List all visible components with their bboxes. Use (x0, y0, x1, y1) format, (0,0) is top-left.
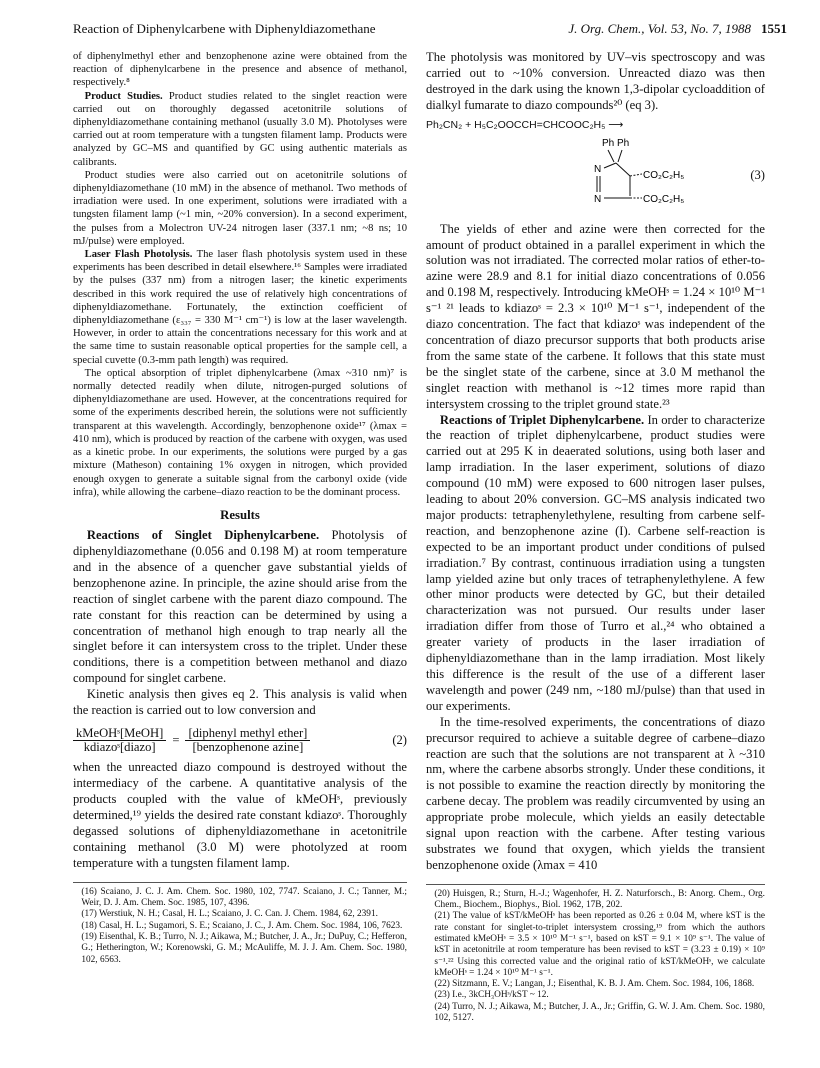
rhs-numerator: [diphenyl methyl ether] (185, 727, 310, 741)
paragraph: when the unreacted diazo compound is destroyed without the intermediacy of the carbene. A quantitative analysis of the products coupled with the value of kMeOHˢ, previously determined,¹⁹ yields the desired rate constant kdiazoˢ. Thoroughly degassed solutions of diphenyldiazomethane in acetonitrile containing methanol (3.0 M) were photolyzed at room temperature with a tungsten filament lamp. (73, 760, 407, 870)
reaction-scheme-3 (426, 118, 765, 216)
singlet-paragraph (73, 528, 407, 687)
right-column (426, 50, 765, 1024)
page-number: 1551 (761, 21, 787, 36)
results-body (73, 528, 407, 872)
structure-ester-bottom: CO₂C₂H₅ (643, 193, 685, 205)
equation-number: (2) (392, 733, 407, 748)
section-heading-results: Results (220, 507, 260, 522)
footnotes-left (73, 882, 407, 966)
footnote: (16) Scaiano, J. C. J. Am. Chem. Soc. 1980, 102, 7747. Scaiano, J. C.; Tanner, M.; Weir, D. J. Am. Chem. Soc. 1985, 107, 4396. (81, 886, 407, 909)
lhs-numerator: kMeOHˢ[MeOH] (73, 727, 166, 741)
paragraph: In the time-resolved experiments, the concentrations of diazo precursor required to achieve a suitable degree of carbene–diazo reaction are such that the solutions are not transparent at λ ~310 nm, where the carbene absorbs strongly. Under these conditions, it is not possible to examine the reaction directly by monitoring the carbene decay. The problem was readily circumvented by using an appropriate probe molecule, which yields an easily detectable signal upon reaction with the carbene. After testing various substrates we found that oxygen, which yields the transient benzophenone oxide (λmax = 410 (426, 714, 765, 872)
running-header (73, 21, 787, 39)
footnote: (20) Huisgen, R.; Sturn, H.-J.; Wagenhofer, H. Z. Naturforsch., B: Anorg. Chem., Org. Chem., Biochem., Biophys., Biol. 1962, 17B, 202. (434, 888, 765, 911)
paragraph: The optical absorption of triplet diphenylcarbene (λmax ~310 nm)⁷ is normally detected readily when dilute, nitrogen-purged solutions of diphenyldiazomethane are used. However, at the concentrations required for some of the experiments described herein, the solutions were not sufficiently transparent at this wavelength. Accordingly, benzophenone oxide¹⁷ (λmax = 410 nm), which is produced by reaction of the carbene with oxygen, was used as a kinetic probe. In our experiments, the solutions were purged by a gas mixture (Matheson) containing 1% oxygen in nitrogen, which provided enough oxygen to generate a suitable signal from the carbonyl oxide (vide infra), while allowing the carbene–diazo reaction to be the dominant process. (73, 367, 407, 498)
footnotes-right (426, 884, 765, 1025)
footnote: (21) The value of kST/kMeOHˢ has been reported as 0.26 ± 0.04 M, where kST is the rate constant for singlet-to-triplet intersystem crossing,¹⁹ from which the authors estimated kMeOHˢ = 3.5 × 10¹⁰ M⁻¹ s⁻¹, based on kST = 9.1 × 10⁹ s⁻¹. The value of kST in acetonitrile at room temperature has been revised to kST = (3.23 ± 0.19) × 10⁹ s⁻¹.²² Using this corrected value and the original ratio of kST/kMeOHˢ, we calculate kMeOHˢ = 1.24 × 10¹⁰ M⁻¹ s⁻¹. (434, 911, 765, 978)
footnote: (22) Sitzmann, E. V.; Langan, J.; Eisenthal, K. B. J. Am. Chem. Soc. 1984, 106, 1868. (434, 979, 755, 990)
equals-sign: = (172, 733, 180, 748)
structure-n-top: N (594, 163, 602, 175)
paragraph: The photolysis was monitored by UV–vis spectroscopy and was carried out to ~10% conversion. Unreacted diazo was then destroyed in the dark using the known 1,3-dipolar cycloaddition of dialkyl fumarate to diazo compounds²⁰ (eq 3). (426, 50, 765, 112)
paragraph-text: Photolysis of diphenyldiazomethane (0.056 and 0.198 M) at room temperature and in the absence of a quencher gave substantial yields of benzophenone azine. In principle, the azine should arise from the reaction of singlet carbene with the parent diazo compound. The rate constant for this reaction can be determined by using a concentration of methanol high enough to trap nearly all the singlet before it can intersystem cross to the triplet. Under these conditions, there is a competition between methanol and diazo compound for singlet carbene. (73, 528, 407, 686)
run-in-heading: Product Studies. (84, 90, 163, 102)
footnote: (19) Eisenthal, K. B.; Turro, N. J.; Aikawa, M.; Butcher, J. A., Jr.; DuPuy, C.; Hefferon, G.; Hetherington, W.; Korenowski, G. M.; McAuliffe, M. J. J. Am. Chem. Soc. 1980, 102, 6563. (81, 931, 407, 965)
pyrazoline-structure (594, 136, 744, 214)
rhs-fraction (185, 727, 310, 754)
structure-ph-label: Ph Ph (602, 137, 630, 149)
paragraph: Product studies were also carried out on acetonitrile solutions of diphenyldiazomethane (10 mM) in the absence of methanol. Two methods of irradiation were used. In one experiment, solutions were irradiated with a tungsten filament lamp (~1 min, ~20% conversion). In a second experiment, the pulses from a Molectron UV-24 nitrogen laser (337.1 nm; ~8 ns; 10 mJ/pulse) were employed. (73, 169, 407, 247)
paragraph: The yields of ether and azine were then corrected for the amount of product obtained in a parallel experiment in which the solution was not irradiated. The corrected molar ratios of ether-to-azine were 28.9 and 8.1 for initial diazo concentrations of 0.056 and 0.198 M, respectively. Introducing kMeOHˢ = 1.24 × 10¹⁰ M⁻¹ s⁻¹ ²¹ leads to kdiazoˢ = 2.3 × 10¹⁰ M⁻¹ s⁻¹, independent of the diazo concentration. The fact that kdiazoˢ was independent of the concentration of diazo precursor supports that both products arise from the same state of the carbene. It follows that this state must be the singlet state of the carbene, since at 3.0 M methanol the singlet reaction with methanol is ~12 times more rapid than intersystem crossing to the triplet ground state.²³ (426, 221, 765, 411)
footnote: (18) Casal, H. L.; Sugamori, S. E.; Scaiano, J. C., J. Am. Chem. Soc. 1984, 106, 7623. (81, 920, 403, 931)
footnote: (24) Turro, N. J.; Aikawa, M.; Butcher, J. A., Jr.; Griffin, G. W. J. Am. Chem. Soc. 1980, 102, 5127. (434, 1001, 765, 1024)
equation-2 (73, 727, 407, 754)
run-in-heading: Reactions of Triplet Diphenylcarbene. (439, 412, 645, 427)
reaction-equation: Ph₂CN₂ + H₅C₂OOCCH=CHCOOC₂H₅ ⟶ (426, 118, 624, 131)
paragraph-text: The laser flash photolysis system used in these experiments has been described in detail elsewhere.¹⁶ Samples were irradiated by the pulses (337 nm) from a nitrogen laser; the kinetic experiments described in this work required the use of relatively high concentrations of diphenyldiazomethane. Fortunately, the extinction coefficient of diphenyldiazomethane (ε₃₃₇ = 330 M⁻¹ cm⁻¹) is low at the laser wavelength. However, in order to attain the concentrations necessary for this work and at the same time to sustain reasonable optical properties for the sample cell, a special cuvette (0.3-mm path length) was required. (73, 249, 407, 366)
structure-n-bottom: N (594, 193, 602, 205)
paragraph-text: Product studies related to the singlet reaction were carried out on thoroughly degassed acetonitrile solutions of diphenyldiazomethane containing methanol (usually 3.0 M). Photolyses were carried out at room temperature with a tungsten filament lamp. Products were analyzed by GC–MS and quantified by GC using authentic materials as calibrants. (73, 90, 408, 168)
running-title: Reaction of Diphenylcarbene with Diphenyldiazomethane (73, 21, 376, 36)
rhs-denominator: [benzophenone azine] (192, 740, 304, 755)
laser-flash-paragraph (73, 248, 407, 367)
paragraph-text: In order to characterize the reaction of triplet diphenylcarbene, product studies were carried out at 295 K in deaerated solutions, using both laser and lamp irradiation. In the laser experiment, solutions of diazo compound (10 mM) were exposed to 600 nitrogen laser pulses, leading to about 20% conversion. GC–MS analysis indicated two major products: tetraphenylethylene, resulting from carbene self-reaction, and benzophenone azine (I). Carbene self-reaction is expected to be an important product under conditions of pulsed irradiation.⁷ By contrast, continuous irradiation using a tungsten lamp yielded azine but only traces of tetraphenylethylene. A few other minor products were detected by GC, but their detailed characterization was not pursued. Our results under laser irradiation differ from those of Turro et al.,²⁴ who obtained a greater variety of products in the laser irradiation of diphenyldiazomethane than in the lamp irradiation. Most likely this difference is the result of the use of a different laser wavelength and power (249 nm, ~180 mJ/pulse) than that used in our experiments. (426, 412, 766, 713)
equation-body (73, 727, 310, 754)
run-in-heading: Laser Flash Photolysis. (84, 249, 193, 261)
equation-number: (3) (750, 167, 765, 182)
lhs-fraction (73, 727, 166, 754)
run-in-heading: Reactions of Singlet Diphenylcarbene. (86, 528, 320, 543)
footnote: (23) I.e., 3kCH₃OHˢ/kST ~ 12. (434, 990, 549, 1001)
product-studies-paragraph (73, 90, 407, 169)
paragraph: of diphenylmethyl ether and benzophenone azine were obtained from the reaction of diphenylcarbene in the presence and absence of methanol, respectively.⁸ (73, 51, 407, 89)
left-column (73, 50, 407, 966)
footnote: (17) Werstiuk, N. H.; Casal, H. L.; Scaiano, J. C. Can. J. Chem. 1984, 62, 2391. (81, 909, 378, 920)
lhs-denominator: kdiazoˢ[diazo] (83, 740, 156, 755)
paragraph: Kinetic analysis then gives eq 2. This analysis is valid when the reaction is carried out to low conversion and (73, 687, 407, 718)
structure-ester-top: CO₂C₂H₅ (643, 169, 685, 181)
triplet-paragraph (426, 413, 765, 715)
journal-citation: J. Org. Chem., Vol. 53, No. 7, 1988 (568, 21, 751, 36)
